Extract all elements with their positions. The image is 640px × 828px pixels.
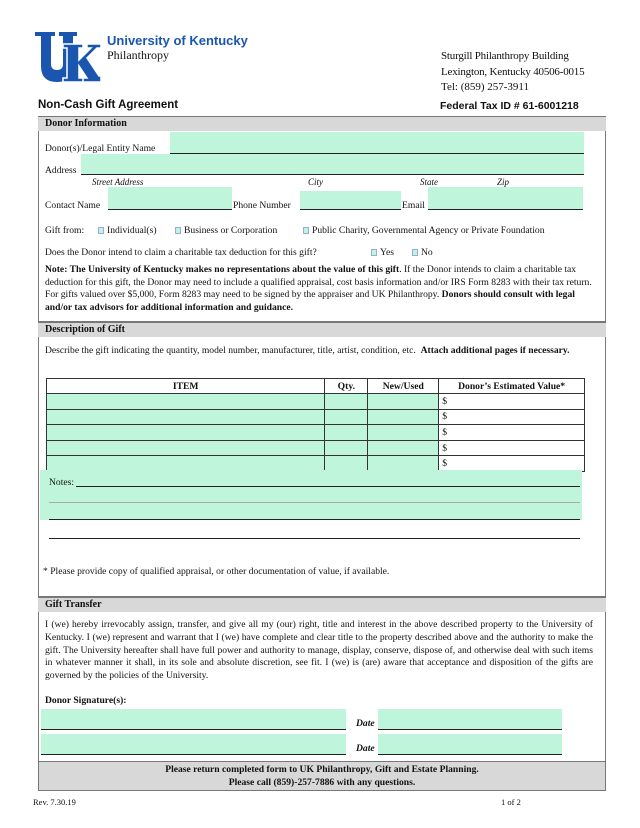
notes-field[interactable] [40,470,582,520]
value-cell[interactable]: $ [439,409,585,425]
transfer-text: I (we) hereby irrevocably assign, transfer, and give all my (our) right, title and interest in the above described property to the University of Kentucky. I (we) represent and warrant that I (we) have complete and clear title to the property described above and the authority to make the gift. The University hereafter shall have full power and authority to manage, display, conserve, dispose of, and otherwise deal with such items in whatever manner it shall, in its sole and absolute discretion, see fit. I (we) is (are) aware that acceptance and disposition of the gifts are governed by the policies of the University. [45,619,593,682]
phone-line: Tel: (859) 257-3911 [441,81,530,93]
item-cell[interactable] [47,394,325,410]
value-cell[interactable]: $ [439,394,585,410]
unit-name: Philanthropy [107,48,169,62]
date-label-2: Date [356,743,375,754]
return-instructions: Please return completed form to UK Philanthropy, Gift and Estate Planning. Please call (859)-257-7886 with any questions. [38,761,606,791]
qty-column-header: Qty. [325,379,368,394]
qty-cell[interactable] [325,440,368,456]
checkbox-icon[interactable] [303,227,309,234]
table-row [47,425,585,441]
gift-from-label: Gift from: [45,225,85,236]
date-field-2[interactable] [378,734,562,754]
date-label-1: Date [356,718,375,729]
new-used-cell[interactable] [368,409,439,425]
gift-instructions: Describe the gift indicating the quantity, model number, manufacturer, title, artist, condition, etc. Attach additional pages if necessary. [45,345,570,356]
table-row [47,440,585,456]
notes-label: Notes: [49,477,75,488]
qty-cell[interactable] [325,394,368,410]
tax-id: Federal Tax ID # 61-6001218 [440,100,579,112]
value-cell[interactable]: $ [439,425,585,441]
transfer-section-header: Gift Transfer [38,598,606,612]
city-caption: City [308,177,323,187]
university-name: University of Kentucky [107,33,248,48]
uk-logo-icon [33,30,101,86]
qty-cell[interactable] [325,409,368,425]
deduction-no[interactable]: No [412,247,433,258]
address-line-1: Sturgill Philanthropy Building [441,50,569,62]
value-column-header: Donor’s Estimated Value* [439,379,585,394]
checkbox-icon[interactable] [412,249,418,256]
donor-name-label: Donor(s)/Legal Entity Name [45,143,156,154]
table-row [47,394,585,410]
gift-items-table [46,378,585,472]
new-used-column-header: New/Used [368,379,439,394]
signature-label: Donor Signature(s): [45,695,127,706]
new-used-cell[interactable] [368,394,439,410]
item-cell[interactable] [47,440,325,456]
gift-from-charity[interactable]: Public Charity, Governmental Agency or Private Foundation [303,225,545,236]
checkbox-icon[interactable] [98,227,104,234]
phone-number-field[interactable] [300,191,401,209]
checkbox-icon[interactable] [175,227,181,234]
checkbox-icon[interactable] [371,249,377,256]
donor-section-header: Donor Information [38,117,606,131]
new-used-cell[interactable] [368,425,439,441]
phone-number-label: Phone Number [233,200,291,211]
revision-label: Rev. 7.30.19 [33,797,76,807]
table-row [47,409,585,425]
address-field[interactable] [81,154,584,174]
email-label: Email [402,200,425,211]
value-cell[interactable]: $ [439,440,585,456]
item-cell[interactable] [47,425,325,441]
gift-from-business[interactable]: Business or Corporation [175,225,277,236]
deduction-yes[interactable]: Yes [371,247,394,258]
new-used-cell[interactable] [368,440,439,456]
donor-name-field[interactable] [170,132,584,153]
signature-field-1[interactable] [41,709,346,729]
address-line-2: Lexington, Kentucky 40506-0015 [441,66,585,78]
item-column-header: ITEM [47,379,325,394]
form-title: Non-Cash Gift Agreement [38,99,179,111]
contact-name-label: Contact Name [45,200,101,211]
zip-caption: Zip [497,177,510,187]
signature-field-2[interactable] [41,734,346,754]
qty-cell[interactable] [325,425,368,441]
street-address-caption: Street Address [92,177,144,187]
item-cell[interactable] [47,409,325,425]
address-label: Address [45,165,77,176]
uk-logo [33,30,101,86]
donor-note: Note: The University of Kentucky makes no representations about the value of this gift. If the Donor intends to claim a charitable tax deduction for this gift, the Donor may need to include a qualified appraisal, cost basis information and/or IRS Form 8283 with their tax return. For gifts valued over $5,000, Form 8283 may need to be signed by the appraiser and UK Philanthropy. Donors should consult with legal and/or tax advisors for additional information and guidance. [45,264,592,313]
date-field-1[interactable] [378,709,562,729]
value-cell[interactable]: $ [439,456,585,472]
gift-from-individual[interactable]: Individual(s) [98,225,157,236]
contact-name-field[interactable] [108,187,232,209]
appraisal-footnote: * Please provide copy of qualified appraisal, or other documentation of value, if available. [43,566,390,577]
email-field[interactable] [428,187,583,209]
gift-section-header: Description of Gift [38,323,606,337]
deduction-question: Does the Donor intend to claim a charitable tax deduction for this gift? [45,247,317,258]
state-caption: State [420,177,438,187]
page-number: 1 of 2 [501,797,521,807]
